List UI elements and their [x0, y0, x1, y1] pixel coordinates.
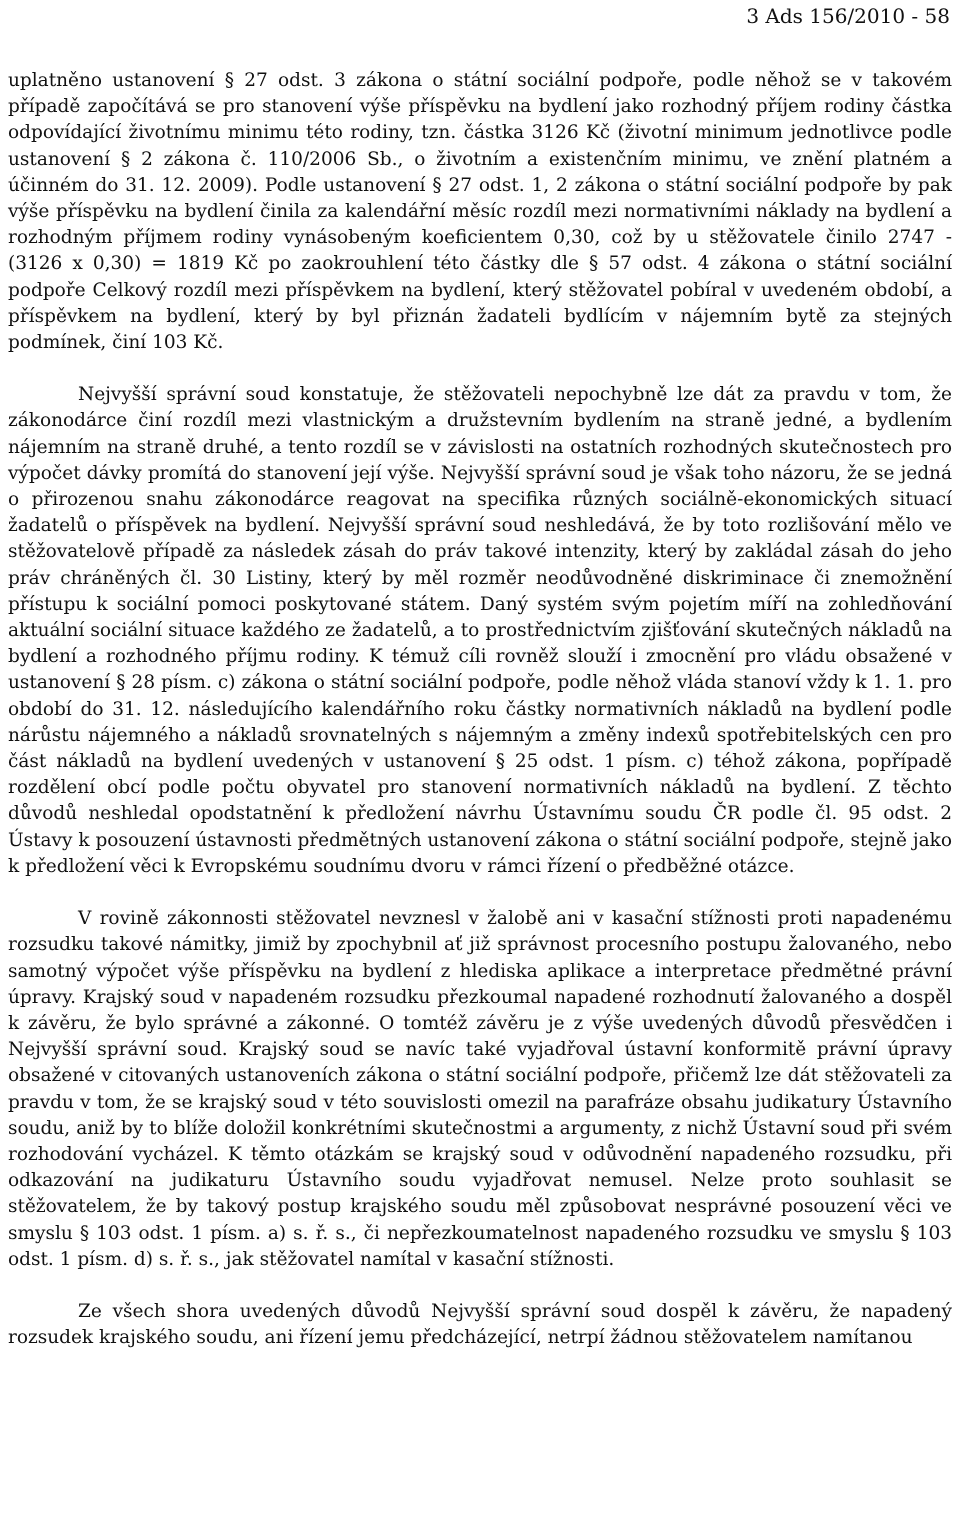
paragraph-conclusion: Ze všech shora uvedených důvodů Nejvyšší správní soud dospěl k závěru, že napadený rozsudek krajského soudu, ani řízení jemu předcházející, netrpí žádnou stěžovatelem namítanou — [8, 1300, 952, 1349]
paragraph-legality-review: V rovině zákonnosti stěžovatel nevznesl v žalobě ani v kasační stížnosti proti napadenému rozsudku takové námitky, jimiž by zpochybnil ať již správnost procesního postupu žalovaného, nebo samotný výpočet výše příspěvku na bydlení z hlediska aplikace a interpretace předmětné právní úpravy. Krajský soud v napadeném rozsudku přezkoumal napadené rozhodnutí žalovaného a dospěl k závěru, že bylo správné a zákonné. O tomtéž závěru je z výše uvedených důvodů přesvědčen i Nejvyšší správní soud. Krajský soud se navíc také vyjadřoval ústavní konformitě právní úpravy obsažené v citovaných ustanoveních zákona o státní sociální podpoře, přičemž lze dát stěžovateli za pravdu v tom, že se krajský soud v této souvislosti omezil na parafráze obsahu judikatury Ústavního soudu, aniž by to blíže doložil konkrétními skutečnostmi a argumenty, z nichž Ústavní soud při svém rozhodování vycházel. K těmto otázkám se krajský soud v odůvodnění napadeného rozsudku, při odkazování na judikaturu Ústavního soudu vyjadřovat nemusel. Nelze proto souhlasit se stěžovatelem, že by takový postup krajského soudu měl způsobovat nesprávné posouzení věci ve smyslu § 103 odst. 1 písm. a) s. ř. s., či nepřezkoumatelnost napadeného rozsudku ve smyslu § 103 odst. 1 písm. d) s. ř. s., jak stěžovatel namítal v kasační stížnosti. — [8, 908, 952, 1270]
paragraph-court-finding: Nejvyšší správní soud konstatuje, že stěžovateli nepochybně lze dát za pravdu v tom, že zákonodárce činí rozdíl mezi vlastnickým a družstevním bydlením na straně jedné, a bydlením nájemním na straně druhé, a tento rozdíl se v závislosti na ostatních rozhodných skutečnostech pro výpočet dávky promítá do stanovení její výše. Nejvyšší správní soud je však toho názoru, že se jedná o přirozenou snahu zákonodárce reagovat na specifika různých sociálně-ekonomických situací žadatelů o příspěvek na bydlení. Nejvyšší správní soud neshledává, že by toto rozlišování mělo ve stěžovatelově případě za následek zásah do práv takové intenzity, který by zakládal zásah do jeho práv chráněných čl. 30 Listiny, který by měl rozměr neodůvodněné diskriminace či znemožnění přístupu k sociální pomoci poskytované státem. Daný systém svým pojetím míří na zohledňování aktuální sociální situace každého ze žadatelů, a to prostřednictvím zjišťování skutečných nákladů na bydlení a rozhodného příjmu rodiny. K témuž cíli rovněž slouží i zmocnění pro vládu obsažené v ustanovení § 28 písm. c) zákona o státní sociální podpoře, podle něhož vláda stanoví vždy k 1. 1. pro období do 31. 12. následujícího kalendářního roku částky normativních nákladů na bydlení podle nárůstu nájemného a nákladů srovnatelných s nájemným a změny indexů spotřebitelských cen pro část nákladů na bydlení uvedených v ustanovení § 25 odst. 1 písm. c) téhož zákona, popřípadě rozdělení obcí podle počtu obyvatel pro stanovení normativních nákladů na bydlení. Z těchto důvodů neshledal opodstatnění k předložení návrhu Ústavnímu soudu ČR podle čl. 95 odst. 2 Ústavy k posouzení ústavnosti předmětných ustanovení zákona o státní sociální podpoře, stejně jako k předložení věci k Evropskému soudnímu dvoru v rámci řízení o předběžné otázce. — [8, 384, 952, 877]
document-page — [8, 0, 952, 1521]
paragraph-continuation: uplatněno ustanovení § 27 odst. 3 zákona o státní sociální podpoře, podle něhož se v takovém případě započítává se pro stanovení výše příspěvku na bydlení jako rozhodný příjem rodiny částka odpovídající životnímu minimu této rodiny, tzn. částka 3126 Kč (životní minimum jednotlivce podle ustanovení § 2 zákona č. 110/2006 Sb., o životním a existenčním minimu, ve znění platném a účinném do 31. 12. 2009). Podle ustanovení § 27 odst. 1, 2 zákona o státní sociální podpoře by pak výše příspěvku na bydlení činila za kalendářní měsíc rozdíl mezi normativními náklady na bydlení a rozhodným příjmem rodiny vynásobeným koeficientem 0,30, což by u stěžovatele činilo 2747 - (3126 x 0,30) = 1819 Kč po zaokrouhlení této částky dle § 57 odst. 4 zákona o státní sociální podpoře Celkový rozdíl mezi příspěvkem na bydlení, který stěžovatel pobíral v uvedeném období, a příspěvkem na bydlení, který by byl přiznán žadateli bydlícím v nájemním bytě za stejných podmínek, činí 103 Kč. — [8, 70, 952, 354]
document-body — [8, 68, 952, 1351]
case-reference-header: 3 Ads 156/2010 - 58 — [746, 4, 950, 28]
